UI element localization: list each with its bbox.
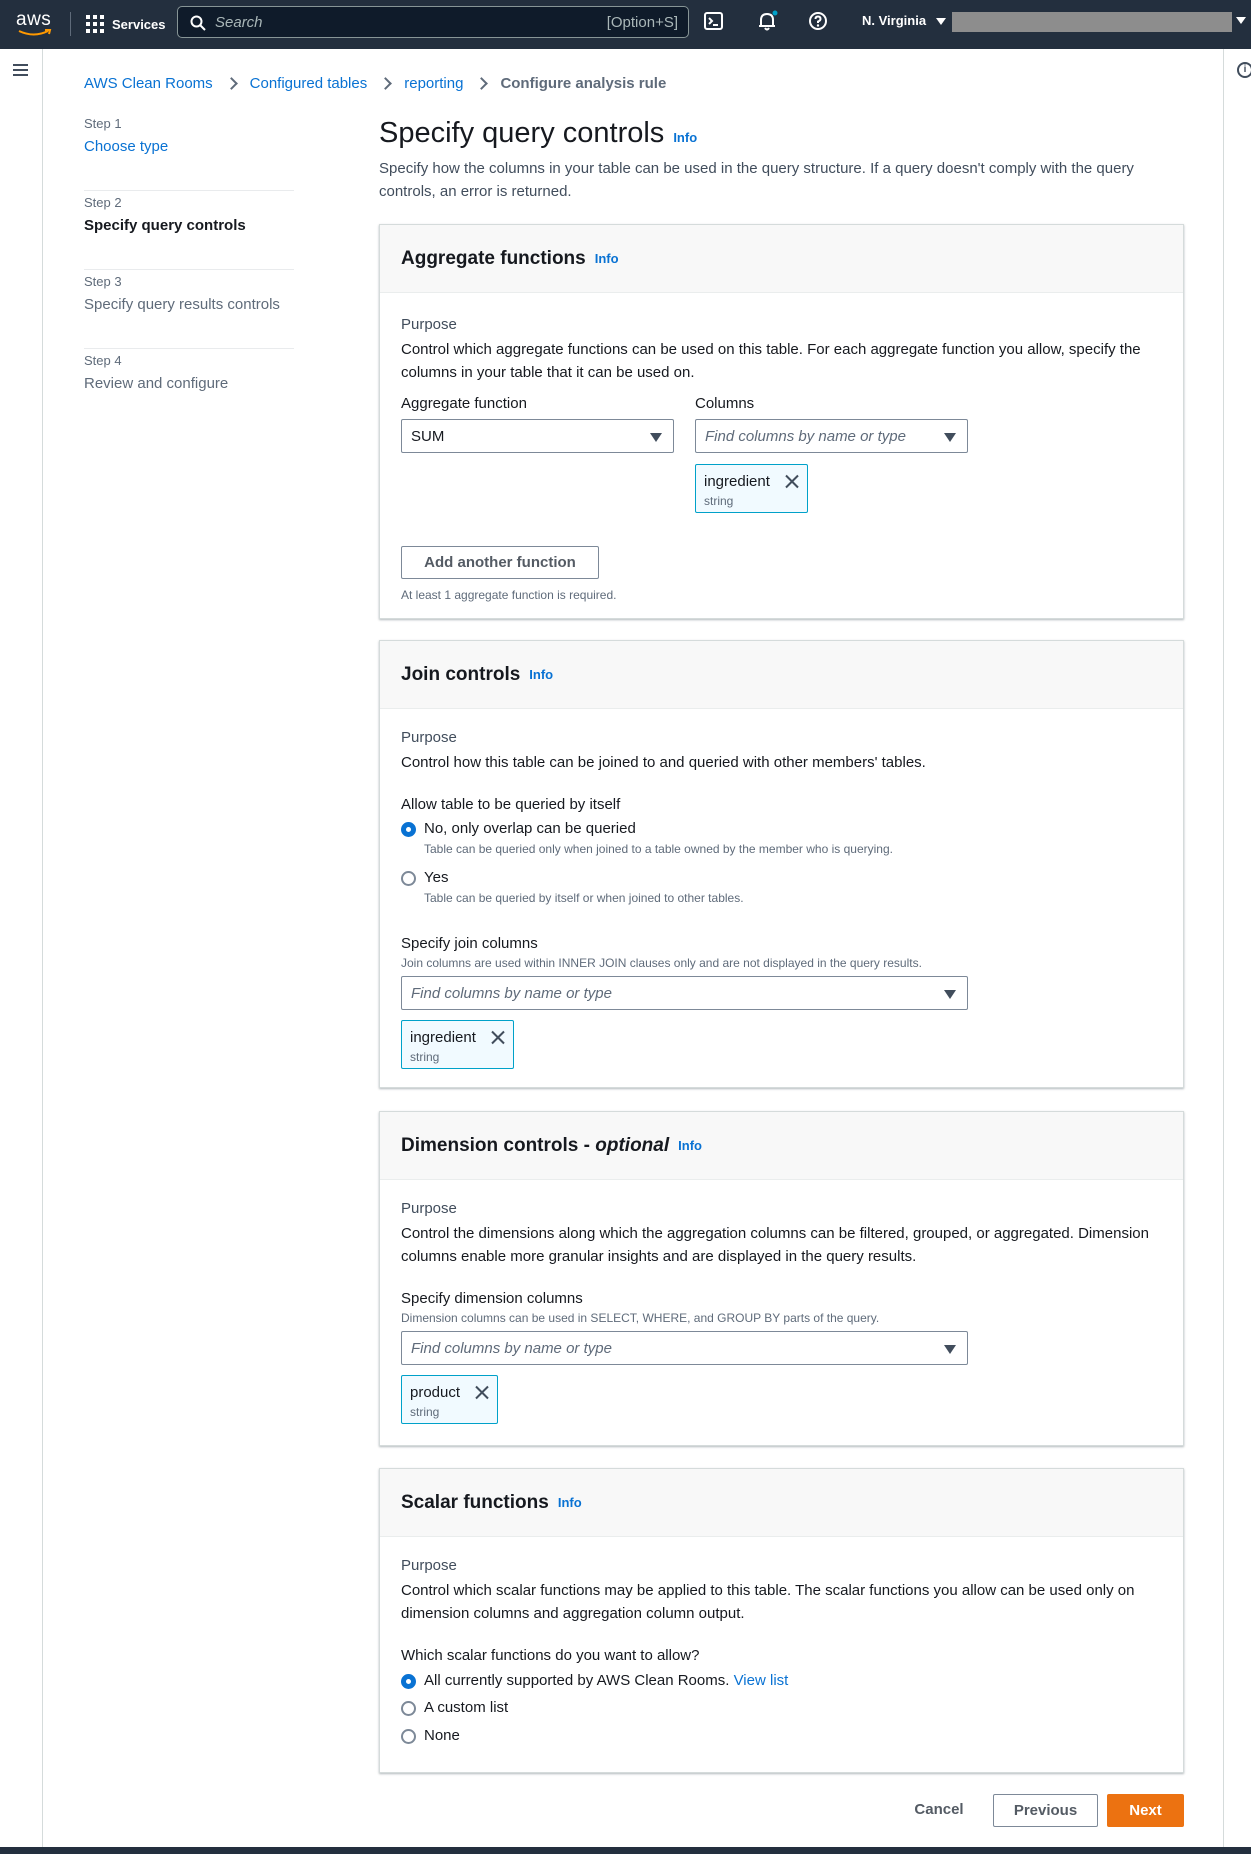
step-number: Step 3: [84, 274, 122, 289]
panel-header: [380, 225, 1183, 293]
step-number: Step 1: [84, 116, 122, 131]
join-columns-multiselect[interactable]: [401, 976, 968, 1010]
allow-query-label: Allow table to be queried by itself: [401, 796, 621, 813]
token-name: product: [410, 1384, 461, 1401]
chevron-right-icon: [225, 77, 238, 90]
region-caret-icon: [936, 18, 946, 25]
panel-header: [380, 641, 1183, 709]
step-link-choose-type[interactable]: Choose type: [84, 138, 169, 155]
page-description: Specify how the columns in your table can be used in the query structure. If a query doesn't comply with the query controls, an error is returned.: [379, 160, 1134, 200]
radio-label: A custom list: [424, 1699, 509, 1716]
scalar-functions-panel: [379, 1468, 1184, 1773]
remove-token-close-icon[interactable]: [785, 474, 799, 488]
step-1: [84, 112, 294, 191]
panel-title-optional: optional: [595, 1134, 670, 1156]
radio-all-supported[interactable]: [401, 1674, 416, 1689]
help-icon[interactable]: [807, 10, 829, 32]
cloudshell-icon[interactable]: [703, 10, 725, 32]
token-type: string: [410, 1050, 440, 1064]
radio-custom-list[interactable]: [401, 1701, 416, 1716]
column-token: [401, 1020, 514, 1069]
token-name: ingredient: [410, 1029, 476, 1046]
info-panel-icon[interactable]: i: [1237, 62, 1251, 78]
scalar-question: Which scalar functions do you want to allow?: [401, 1647, 700, 1664]
info-link[interactable]: Info: [594, 251, 619, 266]
step-number: Step 4: [84, 353, 122, 368]
caret-down-icon: [650, 433, 662, 442]
region-selector[interactable]: [862, 13, 946, 28]
cancel-button[interactable]: Cancel: [914, 1801, 964, 1818]
account-caret-icon: [1236, 17, 1246, 24]
panel-header: [380, 1469, 1183, 1537]
next-button[interactable]: Next: [1107, 1794, 1184, 1827]
step-2: [84, 191, 294, 270]
tools-rail: [1223, 49, 1251, 1847]
aws-logo[interactable]: aws: [16, 8, 56, 40]
purpose-label: Purpose: [401, 1557, 457, 1574]
panel-title: Join controls: [401, 663, 521, 685]
aggregate-function-label: Aggregate function: [401, 395, 527, 412]
breadcrumb-reporting[interactable]: reporting: [404, 74, 464, 92]
dimension-columns-multiselect[interactable]: [401, 1331, 968, 1365]
caret-down-icon: [944, 1345, 956, 1354]
radio-no-overlap[interactable]: [401, 822, 416, 837]
token-type: string: [704, 494, 734, 508]
step-3: [84, 270, 294, 349]
token-name: ingredient: [704, 473, 770, 490]
radio-description: Table can be queried by itself or when joined to other tables.: [424, 891, 744, 905]
select-placeholder: Find columns by name or type: [411, 1340, 612, 1357]
radio-label: Yes: [424, 869, 449, 886]
remove-token-close-icon[interactable]: [491, 1030, 505, 1044]
region-label: N. Virginia: [862, 13, 927, 28]
aggregate-functions-panel: [379, 224, 1184, 619]
chevron-right-icon: [476, 77, 489, 90]
radio-label-text: All currently supported by AWS Clean Rooms.: [424, 1672, 730, 1689]
view-list-link[interactable]: View list: [733, 1672, 789, 1689]
select-placeholder: Find columns by name or type: [411, 985, 612, 1002]
services-grid-icon: [86, 15, 104, 33]
constraint-text: At least 1 aggregate function is required.: [401, 588, 617, 602]
panel-header: [380, 1112, 1183, 1180]
search-input[interactable]: [177, 6, 689, 38]
breadcrumb: [84, 72, 666, 94]
join-columns-hint: Join columns are used within INNER JOIN clauses only and are not displayed in the query results.: [401, 956, 922, 970]
top-navigation: [0, 0, 1251, 49]
purpose-label: Purpose: [401, 1200, 457, 1217]
services-label: Services: [112, 16, 166, 32]
info-link[interactable]: Info: [678, 1138, 702, 1153]
chevron-right-icon: [379, 77, 392, 90]
columns-label: Columns: [695, 395, 755, 412]
menu-hamburger-icon[interactable]: [13, 64, 28, 76]
add-another-function-button[interactable]: Add another function: [401, 546, 599, 579]
search-icon: [190, 15, 206, 31]
dimension-columns-hint: Dimension columns can be used in SELECT, WHERE, and GROUP BY parts of the query.: [401, 1311, 880, 1325]
account-menu-redacted[interactable]: [952, 12, 1232, 32]
info-link[interactable]: Info: [557, 1495, 582, 1510]
purpose-text: Control the dimensions along which the aggregation columns can be filtered, grouped, or aggregated. Dimension columns enable more granular insights and are displayed in the query results.: [401, 1225, 1149, 1265]
remove-token-close-icon[interactable]: [475, 1385, 489, 1399]
step-number: Step 2: [84, 195, 122, 210]
select-value: SUM: [411, 428, 445, 445]
breadcrumb-configured-tables[interactable]: Configured tables: [249, 74, 368, 92]
select-placeholder: Find columns by name or type: [705, 428, 906, 445]
purpose-label: Purpose: [401, 729, 457, 746]
panel-title: Aggregate functions: [401, 247, 586, 269]
purpose-label: Purpose: [401, 316, 457, 333]
purpose-text: Control how this table can be joined to and queried with other members' tables.: [401, 754, 926, 771]
step-4: [84, 349, 294, 428]
search-shortcut: [Option+S]: [606, 14, 678, 31]
radio-label: [424, 1672, 788, 1689]
radio-description: Table can be queried only when joined to a table owned by the member who is querying.: [424, 842, 893, 856]
panel-title: [401, 1135, 669, 1157]
caret-down-icon: [944, 990, 956, 999]
dimension-controls-panel: [379, 1111, 1184, 1446]
purpose-text: Control which scalar functions may be applied to this table. The scalar functions you allow can be used only on dimension columns and aggregation column output.: [401, 1582, 1135, 1622]
column-token: [695, 464, 808, 513]
join-controls-panel: [379, 640, 1184, 1088]
token-type: string: [410, 1405, 440, 1419]
info-link[interactable]: Info: [529, 667, 554, 682]
step-label: Review and configure: [84, 375, 229, 392]
columns-multiselect[interactable]: [695, 419, 968, 453]
search-placeholder: Search: [215, 14, 263, 31]
join-columns-label: Specify join columns: [401, 935, 538, 952]
wizard-steps: [84, 112, 294, 428]
side-navigation-rail: [0, 49, 43, 1847]
caret-down-icon: [944, 433, 956, 442]
radio-none[interactable]: [401, 1729, 416, 1744]
breadcrumb-current: Configure analysis rule: [500, 74, 667, 92]
radio-yes[interactable]: [401, 871, 416, 886]
page-title-text: Specify query controls: [379, 117, 665, 149]
aggregate-function-select[interactable]: [401, 419, 674, 453]
services-menu[interactable]: [86, 10, 166, 38]
page-title: [379, 117, 697, 150]
aws-smile-icon: [18, 29, 52, 37]
info-link[interactable]: Info: [673, 130, 698, 145]
panel-title: Scalar functions: [401, 1491, 549, 1513]
purpose-text: Control which aggregate functions can be used on this table. For each aggregate function you allow, specify the columns in your table that it can be used on.: [401, 341, 1141, 381]
nav-divider: [70, 12, 71, 36]
step-label: Specify query results controls: [84, 296, 280, 313]
bottom-bar: [0, 1847, 1251, 1854]
breadcrumb-clean-rooms[interactable]: AWS Clean Rooms: [84, 74, 213, 92]
radio-label: None: [424, 1727, 460, 1744]
previous-button[interactable]: Previous: [993, 1794, 1098, 1827]
step-label-current: Specify query controls: [84, 217, 246, 234]
panel-title-main: Dimension controls -: [401, 1134, 596, 1156]
notifications-bell-icon[interactable]: [756, 10, 778, 32]
radio-label: No, only overlap can be queried: [424, 820, 636, 837]
column-token: [401, 1375, 498, 1424]
dimension-columns-label: Specify dimension columns: [401, 1290, 583, 1307]
